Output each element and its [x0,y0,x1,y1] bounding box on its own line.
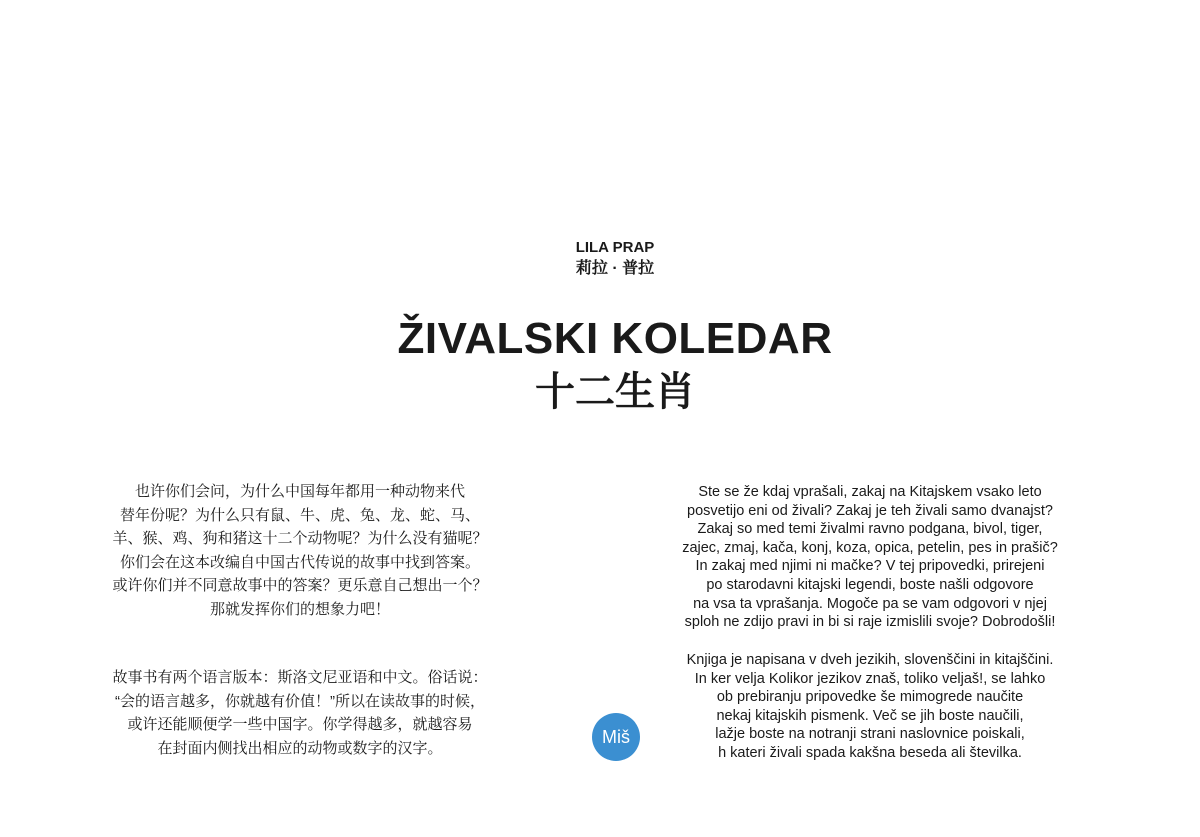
text-line: 替年份呢？为什么只有鼠、牛、虎、兔、龙、蛇、马、 [119,506,480,524]
text-line: zajec, zmaj, kača, konj, koza, opica, petelin, pes in prašič? [682,539,1058,556]
text-line: 也许你们会问，为什么中国每年都用一种动物来代 [134,483,465,500]
book-title-chinese: 十二生肖 [535,370,695,414]
text-line: Zakaj so med temi živalmi ravno podgana, bivol, tiger, [697,521,1043,538]
text-line: posvetijo eni od živali? Zakaj je teh živali samo dvanajst? [687,502,1053,519]
text-line: ob prebiranju pripovedke še mimogrede naučite [716,689,1024,706]
text-line: 故事书有两个语言版本：斯洛文尼亚语和中文。俗话说： [112,669,488,686]
title-block [0,238,1200,416]
text-line: sploh ne zdijo pravi in bi si raje izmislili svoje? Dobrodošli! [684,614,1056,631]
slovene-paragraph-2 [640,651,1100,763]
text-line: 或许你们并不同意故事中的答案？更乐意自己想出一个？ [112,577,488,595]
text-line: 在封面内侧找出相应的动物或数字的汉字。 [157,739,443,757]
book-title-latin: ŽIVALSKI KOLEDAR [397,314,833,363]
text-line: 羊、猴、鸡、狗和猪这十二个动物呢？为什么没有猫呢？ [112,530,488,548]
text-line: na vsa ta vprašanja. Mogoče pa se vam odgovori v njej [693,595,1047,612]
chinese-paragraph-1 [50,480,550,622]
text-line: 你们会在这本改编自中国古代传说的故事中找到答案。 [119,553,480,571]
author-name-latin: LILA PRAP [575,239,655,256]
text-line: In ker velja Kolikor jezikov znaš, toliko veljaš!, se lahko [694,670,1046,687]
author-name-chinese: 莉拉 · 普拉 [575,260,655,277]
text-line: 那就发挥你们的想象力吧！ [209,600,390,618]
text-line: 或许还能顺便学一些中国字。你学得越多，就越容易 [127,716,473,734]
text-line: h kateri živali spada kakšna beseda ali številka. [718,744,1022,761]
text-line: lažje boste na notranji strani naslovnice poiskali, [715,726,1025,743]
text-line: In zakaj med njimi ni mačke? V tej pripovedki, prirejeni [695,558,1045,575]
text-line: “会的语言越多，你就越有价值！”所以在读故事的时候， [115,692,485,710]
text-line: Knjiga je napisana v dveh jezikih, slovenščini in kitajščini. [686,652,1054,668]
text-line: nekaj kitajskih pismenk. Več se jih boste naučili, [716,707,1024,724]
text-line: Ste se že kdaj vprašali, zakaj na Kitajskem vsako leto [698,484,1042,500]
mis-badge: Miš [592,713,640,761]
text-line: po starodavni kitajski legendi, boste našli odgovore [706,576,1034,593]
chinese-paragraph-2 [50,666,550,760]
slovene-paragraph-1 [640,483,1100,632]
